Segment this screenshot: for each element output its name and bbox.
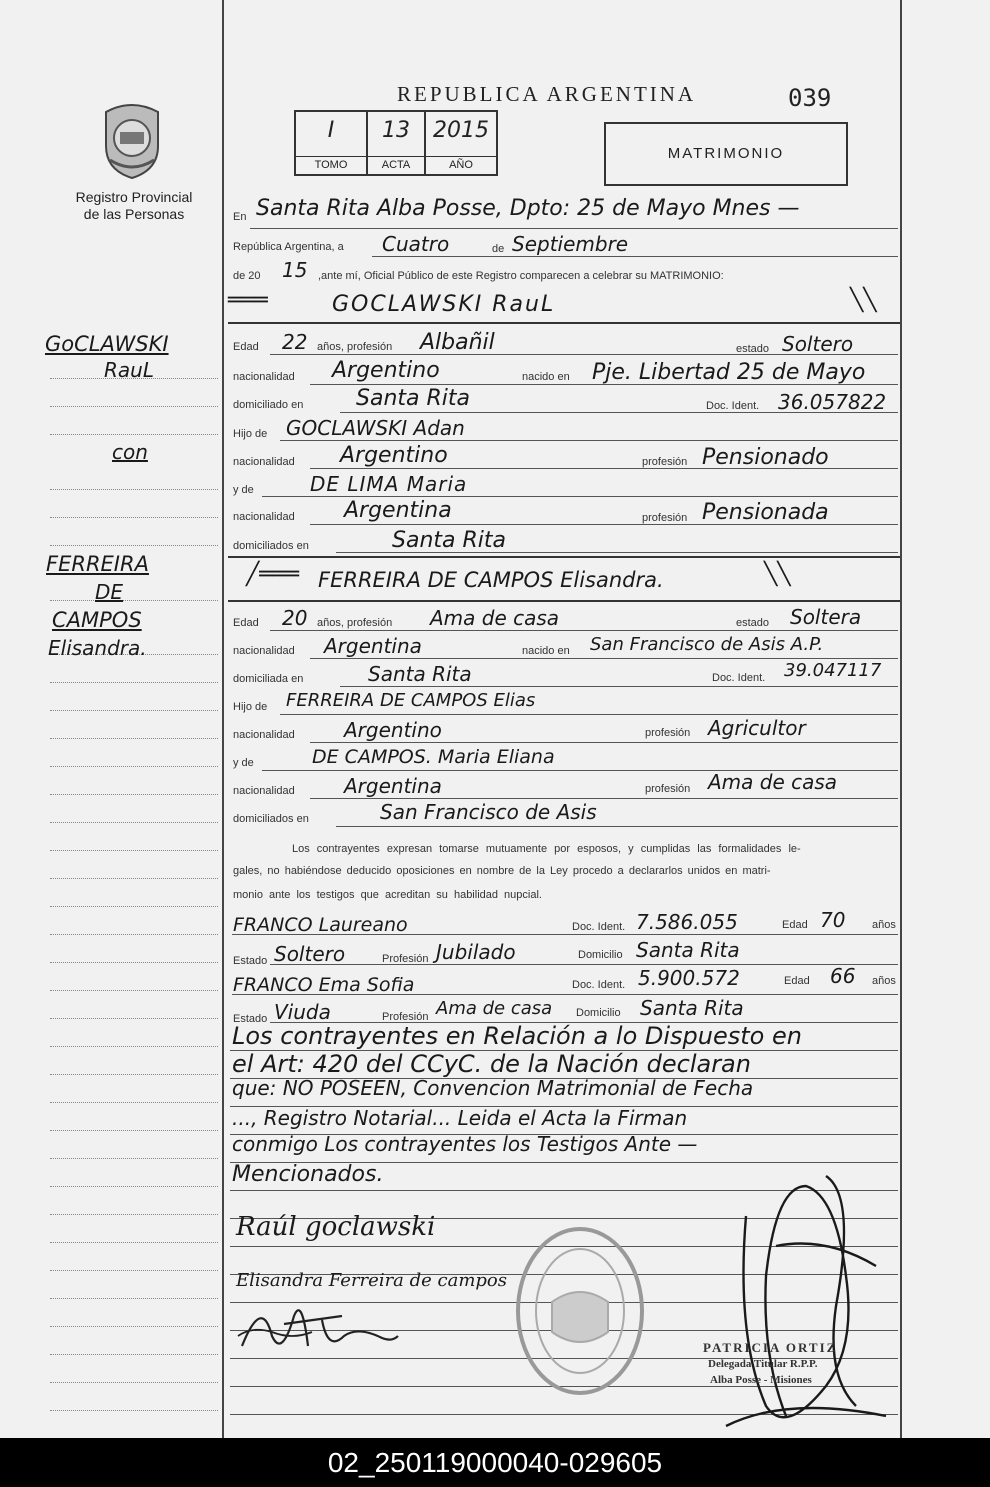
witness2-doc: 5.900.572 bbox=[638, 966, 740, 990]
bride-top-divider bbox=[228, 556, 900, 558]
groom-parents-domicile: Santa Rita bbox=[392, 528, 506, 553]
bride-age: 20 bbox=[282, 606, 308, 630]
bride-father-prof: Agricultor bbox=[708, 716, 806, 740]
acta-cell bbox=[368, 112, 426, 174]
marriage-day: Cuatro bbox=[382, 232, 450, 256]
acta-label: ACTA bbox=[381, 159, 411, 171]
declaration-line2: gales, no habiéndose deducido oposiciones en nombre de la Ley procedo a declararlos unidos en matri- bbox=[233, 865, 771, 877]
margin-bride-name: Elisandra. bbox=[48, 636, 147, 660]
margin-bride-surname2: DE bbox=[95, 580, 124, 604]
box-divider bbox=[296, 156, 496, 157]
registry-line2: de las Personas bbox=[83, 206, 185, 222]
witness1-age: 70 bbox=[820, 908, 846, 932]
anio-label: AÑO bbox=[449, 159, 473, 171]
label-de: de bbox=[492, 243, 505, 255]
bride-mother-prof: Ama de casa bbox=[708, 770, 838, 794]
officer-name: PATRICIA ORTIZ bbox=[703, 1340, 838, 1355]
margin-connector: con bbox=[112, 440, 148, 464]
notes-line3: que: NO POSEEN, Convencion Matrimonial de Fecha bbox=[232, 1076, 754, 1100]
witness1-profession: Jubilado bbox=[436, 940, 516, 964]
province-seal-icon bbox=[96, 100, 168, 180]
groom-mother-prof: Pensionada bbox=[702, 500, 829, 525]
margin-bride-surname3: CAMPOS bbox=[52, 608, 142, 632]
groom-birthplace: Pje. Libertad 25 de Mayo bbox=[592, 360, 866, 385]
bride-domicile: Santa Rita bbox=[368, 662, 472, 686]
witness2-name: FRANCO Ema Sofia bbox=[233, 974, 415, 996]
groom-doc: 36.057822 bbox=[778, 390, 887, 414]
bride-parents-domicile: San Francisco de Asis bbox=[380, 800, 597, 824]
bride-mother: DE CAMPOS. Maria Eliana bbox=[312, 746, 555, 768]
tomo-value: I bbox=[327, 118, 335, 143]
witness2-estado: Viuda bbox=[274, 1000, 331, 1024]
witness2-domicile: Santa Rita bbox=[640, 996, 744, 1020]
witness1-domicile: Santa Rita bbox=[636, 938, 740, 962]
groom-mother: DE LIMA Maria bbox=[310, 472, 468, 496]
bride-profession: Ama de casa bbox=[430, 606, 560, 630]
groom-name: GOCLAWSKI RauL bbox=[332, 292, 556, 317]
groom-domicile: Santa Rita bbox=[356, 386, 470, 411]
officer-signature-icon bbox=[706, 1156, 900, 1438]
page-number: 039 bbox=[788, 84, 832, 112]
tomo-label: TOMO bbox=[314, 159, 348, 171]
bride-father-nat: Argentino bbox=[344, 718, 442, 742]
officer-location: Alba Posse - Misiones bbox=[710, 1374, 812, 1386]
left-margin-line bbox=[222, 0, 224, 1438]
bride-father: FERREIRA DE CAMPOS Elias bbox=[286, 690, 536, 711]
bride-birthplace: San Francisco de Asis A.P. bbox=[590, 634, 824, 655]
label-ante: ,ante mí, Oficial Público de este Registro comparecen a celebrar su MATRIMONIO: bbox=[318, 270, 724, 282]
country-title: REPUBLICA ARGENTINA bbox=[397, 82, 697, 106]
witness1-doc: 7.586.055 bbox=[636, 910, 738, 934]
notes-line4: ..., Registro Notarial... Leida el Acta la Firman bbox=[232, 1106, 688, 1130]
acta-value: 13 bbox=[382, 118, 410, 143]
marriage-month: Septiembre bbox=[512, 232, 629, 256]
witness1-name: FRANCO Laureano bbox=[233, 914, 408, 936]
groom-estado: Soltero bbox=[782, 332, 854, 356]
scan-footer: 02_250119000040-029605 bbox=[0, 1438, 990, 1487]
groom-father: GOCLAWSKI Adan bbox=[286, 416, 465, 440]
label-en: En bbox=[233, 211, 247, 223]
label-republica: República Argentina, a bbox=[233, 241, 344, 253]
groom-father-prof: Pensionado bbox=[702, 445, 829, 470]
official-seal-icon bbox=[512, 1222, 648, 1400]
bride-strike-left: ╱═══ bbox=[246, 562, 299, 587]
anio-cell bbox=[426, 112, 496, 174]
marriage-year: 15 bbox=[282, 258, 308, 282]
witnesses-signature-icon bbox=[232, 1296, 402, 1360]
notes-line1: Los contrayentes en Relación a lo Dispuesto en bbox=[232, 1022, 802, 1050]
label-de20: de 20 bbox=[233, 270, 261, 282]
groom-age: 22 bbox=[282, 330, 308, 354]
notes-line5: conmigo Los contrayentes los Testigos Ante — bbox=[232, 1132, 698, 1156]
bride-signature: Elisandra Ferreira de campos bbox=[236, 1270, 508, 1291]
groom-father-nat: Argentino bbox=[340, 443, 448, 468]
bride-estado: Soltera bbox=[790, 605, 862, 629]
margin-bride-surname1: FERREIRA bbox=[46, 552, 149, 576]
notes-line6: Mencionados. bbox=[232, 1162, 384, 1187]
anio-value: 2015 bbox=[433, 118, 489, 143]
bride-mother-nat: Argentina bbox=[344, 774, 442, 798]
groom-nationality: Argentino bbox=[332, 358, 440, 383]
right-margin-line bbox=[900, 0, 902, 1438]
doc-type-box: MATRIMONIO bbox=[604, 122, 848, 186]
groom-mother-nat: Argentina bbox=[344, 498, 452, 523]
notes-line2: el Art: 420 del CCyC. de la Nación declaran bbox=[232, 1050, 751, 1078]
marriage-place: Santa Rita Alba Posse, Dpto: 25 de Mayo Mnes — bbox=[256, 196, 800, 221]
groom-divider bbox=[228, 322, 900, 324]
registry-line1: Registro Provincial bbox=[75, 189, 193, 205]
record-number-box bbox=[294, 110, 498, 176]
bride-divider bbox=[228, 600, 900, 602]
declaration-line3: monio ante los testigos que acreditan su habilidad nupcial. bbox=[233, 889, 542, 901]
witness1-estado: Soltero bbox=[274, 942, 346, 966]
bride-strike-right: ╲╲ bbox=[764, 562, 791, 587]
groom-signature: Raúl goclawski bbox=[236, 1212, 436, 1242]
officer-title: Delegada Titular R.P.P. bbox=[708, 1358, 818, 1370]
groom-strike-right: ╲╲ bbox=[850, 288, 877, 313]
witness2-age: 66 bbox=[830, 964, 856, 988]
bride-nationality: Argentina bbox=[324, 634, 422, 658]
declaration-line1: Los contrayentes expresan tomarse mutuamente por esposos, y cumplidas las formalidades le- bbox=[292, 843, 801, 855]
margin-groom-name: RauL bbox=[104, 358, 154, 382]
registry-name bbox=[50, 189, 218, 223]
tomo-cell bbox=[296, 112, 368, 174]
groom-profession: Albañil bbox=[420, 330, 495, 355]
margin-groom-surname: GoCLAWSKI bbox=[45, 332, 169, 356]
bride-doc: 39.047117 bbox=[784, 660, 882, 681]
bride-name: FERREIRA DE CAMPOS Elisandra. bbox=[318, 568, 664, 592]
witness2-profession: Ama de casa bbox=[436, 998, 553, 1019]
groom-strike-left: ═══ bbox=[228, 288, 268, 313]
